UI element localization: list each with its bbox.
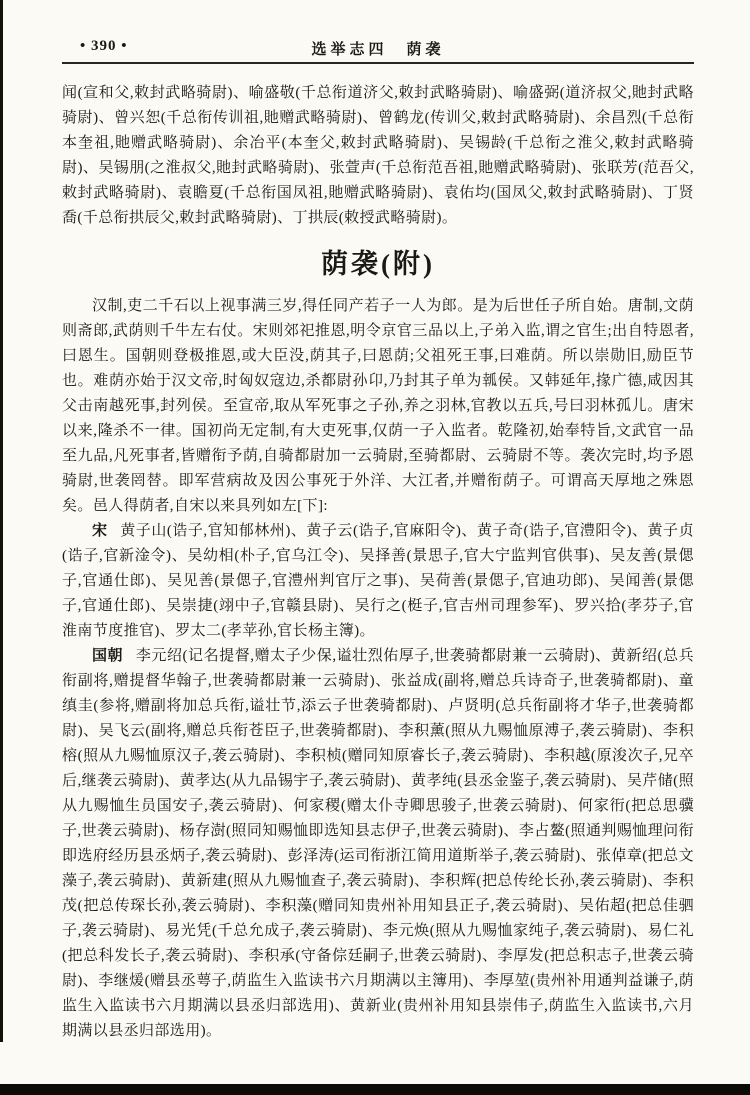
page-body xyxy=(62,81,694,1044)
section-title: 荫袭(附) xyxy=(321,249,435,279)
dynasty-label-guochao: 国朝 xyxy=(92,648,124,664)
header-rule xyxy=(62,62,694,64)
page-header xyxy=(62,38,694,62)
dynasty-label-song: 宋 xyxy=(92,523,108,539)
scan-artifact-bottom-edge xyxy=(0,1084,750,1095)
continuation-paragraph: 闻(宣和父,敕封武略骑尉)、喻盛敬(千总衔道济父,敕封武略骑尉)、喻盛弼(道济叔父,貤封武略骑尉)、曾兴恕(千总衔传训祖,貤赠武略骑尉)、曾鹤龙(传训父,敕封武略骑尉)、余昌烈(千总衔本奎祖,貤赠武略骑尉)、余冶平(本奎父,敕封武略骑尉)、吴锡龄(千总衔之淮父,敕封武略骑尉)、吴锡朋(之淮叔父,貤封武略骑尉)、张萱声(千总衔范吾祖,貤赠武略骑尉)、张联芳(范吾父,敕封武略骑尉)、袁瞻夏(千总衔国凤祖,貤赠武略骑尉)、袁佑均(国凤父,敕封武略骑尉)、丁贤喬(千总衔拱辰父,敕封武略骑尉)、丁拱辰(敕授武略骑尉)。 xyxy=(62,85,694,226)
text-block xyxy=(62,38,694,1044)
running-title: 选举志四 荫袭 xyxy=(311,42,445,58)
page-number: • 390 • xyxy=(80,38,128,54)
scan-artifact-left-edge xyxy=(0,0,3,1042)
song-entries: 黄子山(诰子,官知郁林州)、黄子云(诰子,官麻阳令)、黄子奇(诰子,官澧阳令)、黄子贞(诰子,官新淦令)、吴幼相(朴子,官乌江令)、吴择善(景思子,官大宁监判官供事)、吴友善(景偲子,官通仕郎)、吴见善(景偲子,官澧州判官厅之事)、吴荷善(景偲子,官迪功郎)、吴闻善(景偲子,官通仕郎)、吴崇捷(翊中子,官赣县尉)、吴行之(梃子,官吉州司理参军)、罗兴拾(孝芬子,官淮南节度推官)、罗太二(孝苹孙,官长杨主簿)。 xyxy=(62,523,694,639)
guochao-entries: 李元绍(记名提督,赠太子少保,谥壮烈佑厚子,世袭骑都尉兼一云骑尉)、黄新绍(总兵衔副将,赠提督华翰子,世袭骑都尉兼一云骑尉)、张益成(副将,赠总兵诗奇子,世袭骑都尉)、童缜圭(参将,赠副将加总兵衔,谥壮节,添云子世袭骑都尉)、卢贤明(总兵衔副将才华子,世袭骑都尉)、吴飞云(副将,赠总兵衔苍臣子,世袭骑都尉)、李积薰(照从九赐恤原溥子,袭云骑尉)、李积榕(照从九赐恤原汉子,袭云骑尉)、李积桢(赠同知原睿长子,袭云骑尉)、李积越(原浚次子,兄卒后,继袭云骑尉)、黄孝达(从九品锡宇子,袭云骑尉)、黄孝纯(县丞金鉴子,袭云骑尉)、吴芹储(照从九赐恤生员国安子,袭云骑尉)、何家稷(赠太仆寺卿思骏子,世袭云骑尉)、何家衎(把总思骥子,世袭云骑尉)、杨存澍(照同知赐恤即选知县志伊子,世袭云骑尉)、李占鳌(照通判赐恤理问衔即选府经历县丞炳子,袭云骑尉)、彭泽涛(运司衔浙江简用道斯举子,袭云骑尉)、张倬章(把总文藻子,袭云骑尉)、黄新建(照从九赐恤查子,袭云骑尉)、李积辉(把总传纶长孙,袭云骑尉)、李积茂(把总传琛长孙,袭云骑尉)、李积藻(赠同知贵州补用知县正子,袭云骑尉)、吴佑超(把总佳驷子,袭云骑尉)、易光凭(千总允成子,袭云骑尉)、李元焕(照从九赐恤家纯子,袭云骑尉)、易仁礼(把总科发长子,袭云骑尉)、李积承(守备倧廷嗣子,世袭云骑尉)、李厚发(把总积志子,世袭云骑尉)、李继煖(赠县丞萼子,荫监生入监读书六月期满以主簿用)、李厚堃(贵州补用通判益谦子,荫监生入监读书六月期满以县丞归部选用)、黄新业(贵州补用知县崇伟子,荫监生入监读书,六月期满以县丞归部选用)。 xyxy=(62,648,694,1039)
guochao-paragraph xyxy=(62,644,694,1044)
intro-paragraph: 汉制,吏二千石以上视事满三岁,得任同产若子一人为郎。是为后世任子所自始。唐制,文荫则斋郎,武荫则千牛左右仗。宋则郊祀推恩,明令京官三品以上,子弟入监,谓之官生;出自特恩者,曰恩生。国朝则登极推恩,或大臣没,荫其子,曰恩荫;父祖死王事,曰难荫。所以崇勋旧,励臣节也。难荫亦始于汉文帝,时匈奴寇边,杀都尉孙卬,乃封其子单为瓡侯。又韩延年,掾广德,咸因其父击南越死事,封列侯。至宣帝,取从军死事之子孙,养之羽林,官教以五兵,号曰羽林孤儿。唐宋以来,隆杀不一律。国初尚无定制,有大吏死事,仅荫一子入监者。乾隆初,始奉特旨,文武官一品至九品,凡死事者,皆赠衔予荫,自骑都尉加一云骑尉,至骑都尉、云骑尉不等。袭次完时,均予恩骑尉,世袭罔替。即军营病故及因公事死于外洋、大江者,并赠衔荫子。可谓高天厚地之殊恩矣。邑人得荫者,自宋以来具列如左[下]: xyxy=(62,298,694,514)
song-dynasty-paragraph xyxy=(62,519,694,644)
